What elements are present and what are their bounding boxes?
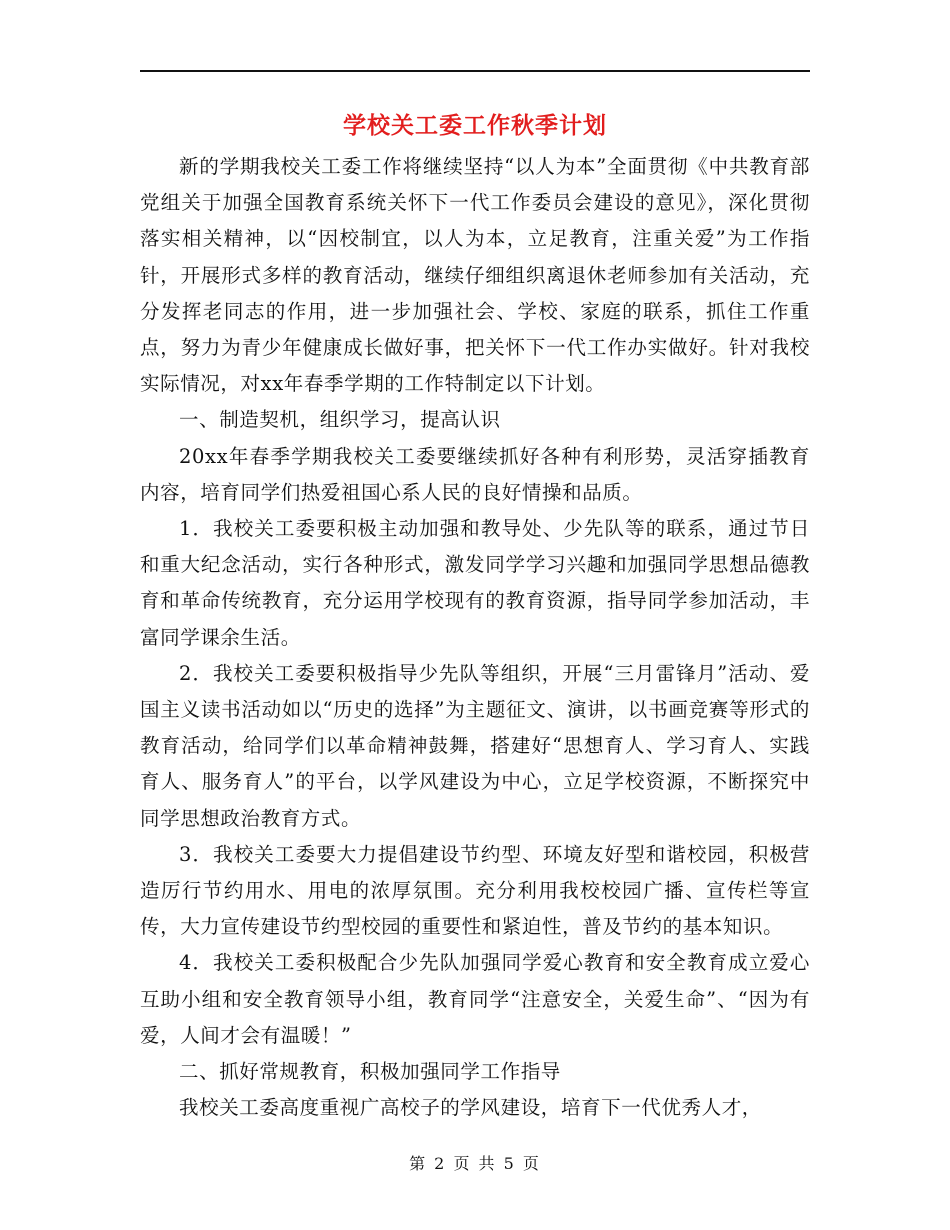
section-heading-2: 二、抓好常规教育，积极加强同学工作指导 [179,1060,561,1084]
paragraph: 20xx年春季学期我校关工委要继续抓好各种有利形势，灵活穿插教育内容，培育同学们热爱祖国心系人民的良好情操和品质。 [140,444,810,504]
page-number: 第 2 页 共 5 页 [409,1154,541,1173]
paragraph: 我校关工委高度重视广高校子的学风建设，培育下一代优秀人才， [179,1096,762,1120]
list-item-3: 3．我校关工委要大力提倡建设节约型、环境友好型和谐校园，积极营造厉行节约用水、用电的浓厚氛围。充分利用我校校园广播、宣传栏等宣传，大力宣传建设节约型校园的重要性和紧迫性，普及节约的基本知识。 [140,842,810,939]
document-title: 学校关工委工作秋季计划 [343,112,607,139]
document-body [140,149,810,1126]
list-item-4: 4．我校关工委积极配合少先队加强同学爱心教育和安全教育成立爱心互助小组和安全教育领导小组，教育同学“注意安全，关爱生命”、“因为有爱，人间才会有温暖！” [140,951,810,1047]
header-rule [140,70,810,72]
section-heading-1: 一、制造契机，组织学习，提高认识 [179,408,501,432]
paragraph-intro: 新的学期我校关工委工作将继续坚持“以人为本”全面贯彻《中共教育部党组关于加强全国教育系统关怀下一代工作委员会建设的意见》，深化贯彻落实相关精神，以“因校制宜，以人为本，立足教育，注重关爱”为工作指针，开展形式多样的教育活动，继续仔细组织离退休老师参加有关活动，充分发挥老同志的作用，进一步加强社会、学校、家庭的联系，抓住工作重点，努力为青少年健康成长做好事，把关怀下一代工作办实做好。针对我校实际情况，对xx年春季学期的工作特制定以下计划。 [140,155,810,396]
list-item-1: 1．我校关工委要积极主动加强和教导处、少先队等的联系，通过节日和重大纪念活动，实行各种形式，激发同学学习兴趣和加强同学思想品德教育和革命传统教育，充分运用学校现有的教育资源，指导同学参加活动，丰富同学课余生活。 [140,517,810,649]
list-item-2: 2．我校关工委要积极指导少先队等组织，开展“三月雷锋月”活动、爱国主义读书活动如以“历史的选择”为主题征文、演讲，以书画竞赛等形式的教育活动，给同学们以革命精神鼓舞，搭建好“思想育人、学习育人、实践育人、服务育人”的平台，以学风建设为中心，立足学校资源，不断探究中同学思想政治教育方式。 [140,661,810,830]
